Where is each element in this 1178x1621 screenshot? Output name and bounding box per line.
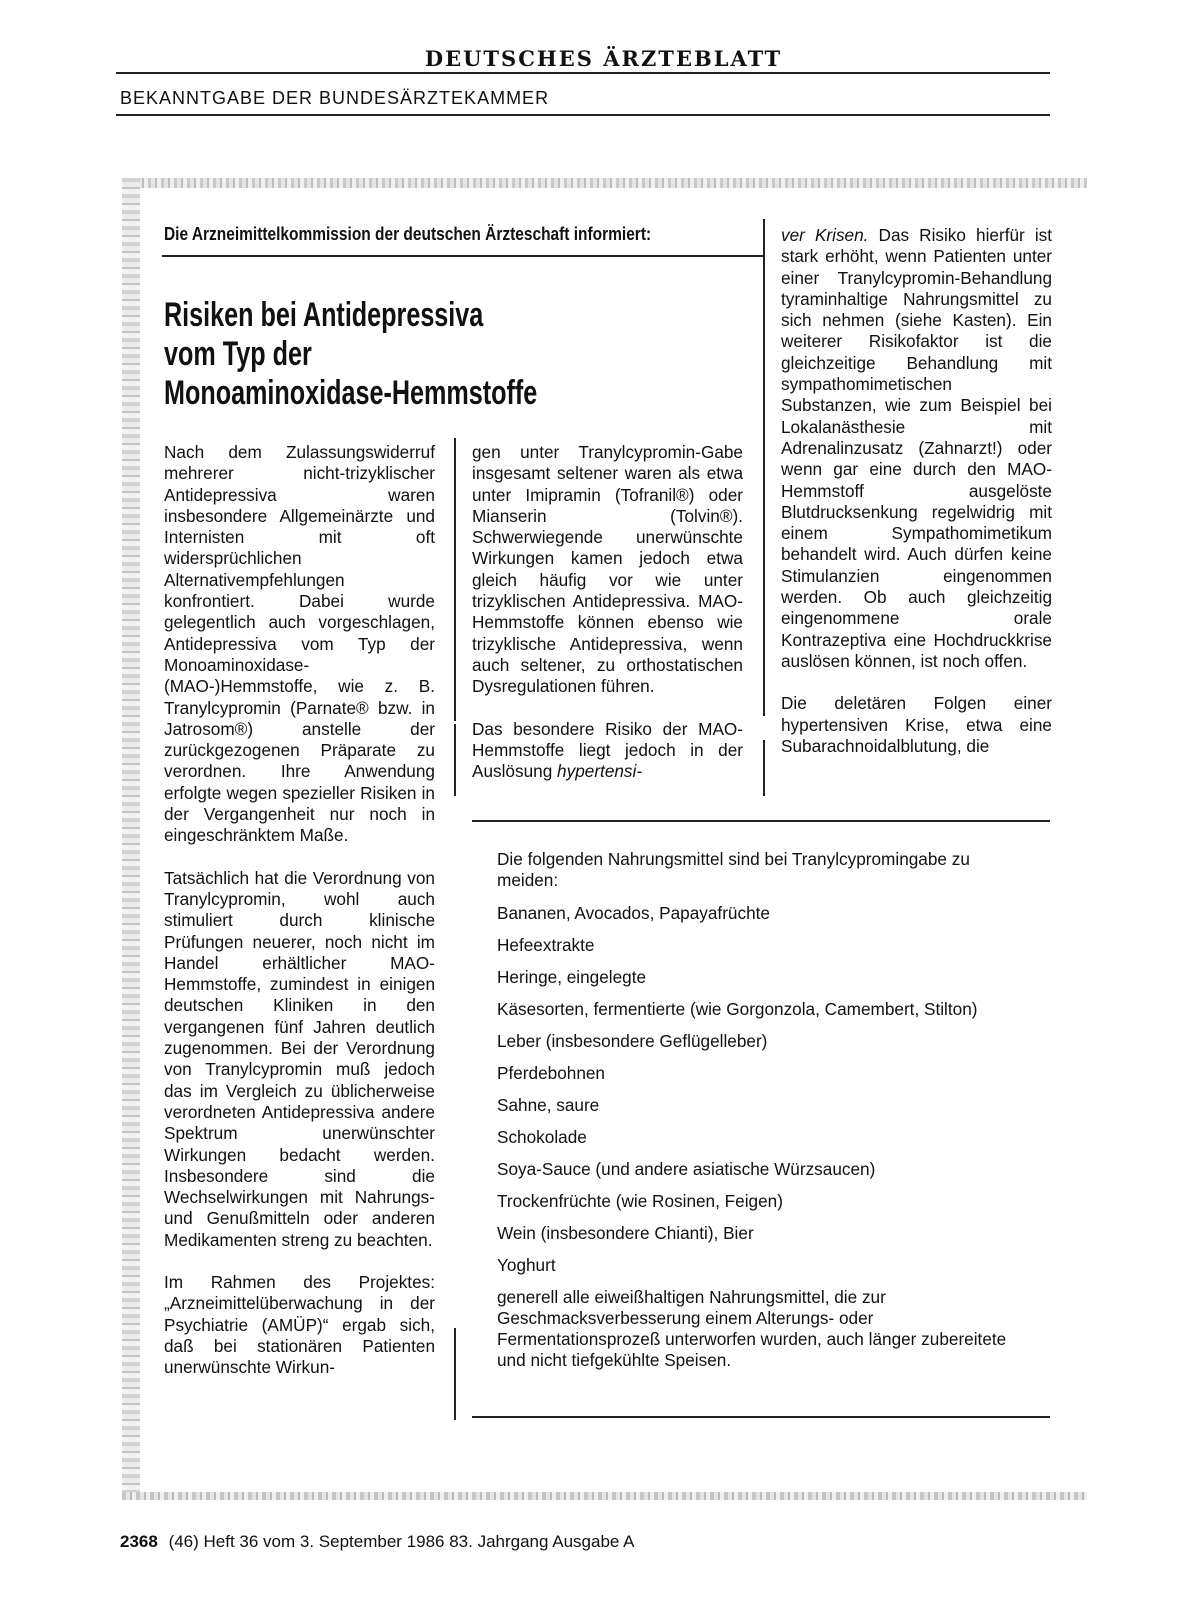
paragraph: [781, 225, 1052, 672]
column-divider: [454, 1328, 456, 1420]
list-item: Bananen, Avocados, Papayafrüchte: [497, 903, 770, 923]
paragraph: gen unter Tranylcypromin-Gabe insgesamt seltener waren als etwa unter Imipramin (Tofranil®) oder Mianserin (Tolvin®). Schwerwiegende unerwünschte Wirkungen kamen jedoch etwa gleich häufig vor wie unter trizyklischen Antidepressiva. MAO-Hemmstoffe können ebenso wie trizyklische Antidepressiva, wenn auch seltener, zu orthostatischen Dysregulationen führen.: [472, 442, 743, 697]
kicker-underline: [162, 255, 765, 257]
paragraph: Die deletären Folgen einer hypertensiven Krise, etwa eine Subarachnoidalblutung, die: [781, 693, 1052, 756]
headline-line: vom Typ der: [164, 335, 312, 373]
list-item: Yoghurt: [497, 1255, 556, 1275]
italic-text: ver Krisen.: [781, 225, 869, 245]
food-list: [497, 903, 1027, 1276]
headline-line: Risiken bei Antidepressiva: [164, 296, 484, 334]
issue-info: (46) Heft 36 vom 3. September 1986 83. Jahrgang Ausgabe A: [168, 1532, 635, 1551]
article-column-3: [781, 225, 1052, 757]
food-list-box: [497, 849, 1027, 1388]
box-general-note: generell alle eiweißhaltigen Nahrungsmittel, die zur Geschmacksverbesserung einem Alterungs- oder Fermentationsprozeß unterworfen wurden, auch länger zubereitete und nicht tiefgekühlte Speisen.: [497, 1287, 1007, 1370]
masthead: DEUTSCHES ÄRZTEBLATT: [424, 46, 783, 71]
article-column-2: [472, 442, 743, 782]
frame-border-top: [122, 178, 1087, 188]
page-footer: [120, 1532, 634, 1552]
list-item: Wein (insbesondere Chianti), Bier: [497, 1223, 754, 1243]
list-item: Heringe, eingelegte: [497, 967, 647, 987]
paragraph-text: Das Risiko hierfür ist stark erhöht, wenn Patienten unter einer Tranylcypromin-Behandlung tyraminhaltige Nahrungsmittel zu sich nehmen (siehe Kasten). Ein weiterer Risikofaktor ist die gleichzeitige Behandlung mit sympathomimetischen Substanzen, wie zum Beispiel bei Lokalanästhesie mit Adrenalinzusatz (Zahnarzt!) oder wenn gar eine durch den MAO-Hemmstoff ausgelöste Blutdrucksenkung regelwidrig mit einem Sympathomimetikum behandelt wird. Auch dürfen keine Stimulanzien eingenommen werden. Ob auch gleichzeitig eingenommene orale Kontrazeptiva eine Hochdruckkrise auslösen können, ist noch offen.: [781, 225, 1053, 671]
list-item: Schokolade: [497, 1127, 587, 1147]
paragraph-text: Das besondere Risiko der MAO-Hemmstoffe liegt jedoch in der Auslösung: [472, 718, 743, 782]
masthead-rule: [116, 72, 1050, 74]
paragraph: [472, 719, 743, 783]
list-item: Pferdebohnen: [497, 1063, 605, 1083]
column-divider: [763, 219, 765, 716]
italic-text: hypertensi-: [557, 761, 643, 782]
section-title: BEKANNTGABE DER BUNDESÄRZTEKAMMER: [120, 88, 550, 108]
list-item: Käsesorten, fermentierte (wie Gorgonzola, Camembert, Stilton): [497, 999, 978, 1019]
list-item: Sahne, saure: [497, 1095, 600, 1115]
box-rule-top: [472, 820, 1050, 822]
section-rule: [116, 114, 1050, 116]
box-lead: Die folgenden Nahrungsmittel sind bei Tranylcypromingabe zu meiden:: [497, 849, 970, 890]
frame-border-bottom: [122, 1492, 1087, 1500]
list-item: Leber (insbesondere Geflügelleber): [497, 1031, 768, 1051]
kicker: Die Arzneimittelkommission der deutschen Ärzteschaft informiert:: [164, 224, 652, 244]
paragraph: Nach dem Zulassungswiderruf mehrerer nicht-trizyklischer Antidepressiva waren insbesondere Allgemeinärzte und Internisten mit oft widersprüchlichen Alternativempfehlungen konfrontiert. Dabei wurde gelegentlich auch vorgeschlagen, Antidepressiva vom Typ der Monoaminoxidase-(MAO-)Hemmstoffe, wie z. B. Tranylcypromin (Parnate® bzw. in Jatrosom®) anstelle der zurückgezogenen Präparate zu verordnen. Ihre Anwendung erfolgte wegen spezieller Risiken in der Vergangenheit nur noch in eingeschränktem Maße.: [164, 442, 435, 846]
list-item: Soya-Sauce (und andere asiatische Würzsaucen): [497, 1159, 876, 1179]
paragraph: Im Rahmen des Projektes: „Arzneimittelüberwachung in der Psychiatrie (AMÜP)“ ergab sich, daß bei stationären Patienten unerwünschte Wirkun-: [164, 1271, 435, 1378]
list-item: Hefeextrakte: [497, 935, 595, 955]
headline-line: Monoaminoxidase-Hemmstoffe: [164, 374, 538, 412]
headline: [164, 296, 537, 413]
frame-border-left: [122, 178, 140, 1498]
column-divider: [454, 438, 456, 721]
article-column-1: [164, 442, 435, 1378]
paragraph: Tatsächlich hat die Verordnung von Tranylcypromin, wohl auch stimuliert durch klinische Prüfungen neuerer, noch nicht im Handel erhältlicher MAO-Hemmstoffe, zumindest in einigen deutschen Kliniken in den vergangenen fünf Jahren deutlich zugenommen. Bei der Verordnung von Tranylcypromin muß jedoch das im Vergleich zu üblicherweise verordneten Antidepressiva andere Spektrum unerwünschter Wirkungen bedacht werden. Insbesondere sind die Wechselwirkungen mit Nahrungs- und Genußmitteln oder anderen Medikamenten streng zu beachten.: [164, 867, 435, 1250]
list-item: Trockenfrüchte (wie Rosinen, Feigen): [497, 1191, 783, 1211]
column-divider: [763, 740, 765, 796]
page-number: 2368: [120, 1532, 158, 1551]
box-rule-bottom: [472, 1416, 1050, 1418]
column-divider: [454, 724, 456, 796]
